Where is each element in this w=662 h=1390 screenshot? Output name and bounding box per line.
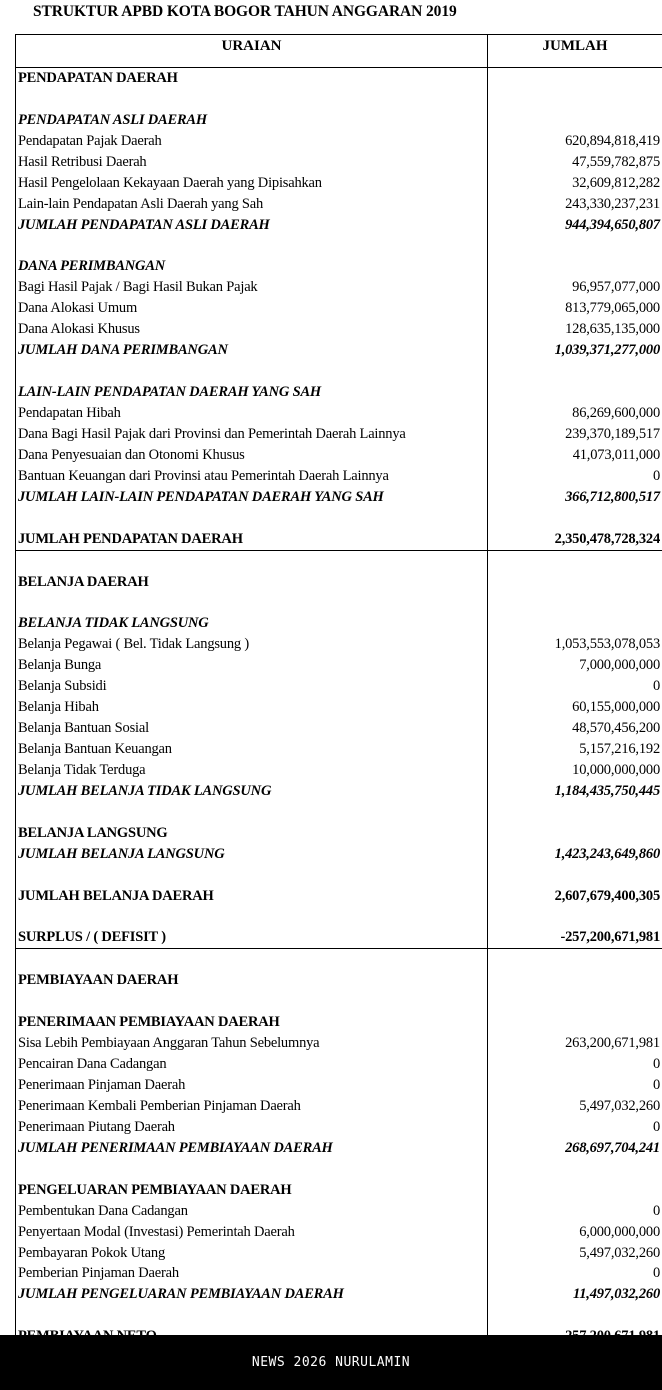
row-label: PENDAPATAN DAERAH	[16, 68, 488, 89]
table-row	[16, 1096, 662, 1117]
row-value: 0	[652, 1265, 660, 1282]
row-label: Dana Bagi Hasil Pajak dari Provinsi dan Pemerintah Daerah Lainnya	[16, 424, 488, 445]
row-label: PENERIMAAN PEMBIAYAAN DAERAH	[16, 1012, 488, 1033]
table-section	[16, 551, 662, 950]
table-spacer-row	[16, 89, 662, 110]
row-value: 243,330,237,231	[565, 195, 660, 212]
row-value: 2,350,478,728,324	[554, 530, 660, 547]
table-header	[16, 35, 662, 68]
row-value	[488, 236, 662, 257]
row-label	[16, 236, 488, 257]
document-title: STRUKTUR APBD KOTA BOGOR TAHUN ANGGARAN 2019	[33, 3, 457, 20]
row-label: Pembentukan Dana Cadangan	[16, 1201, 488, 1222]
row-value: 0	[652, 467, 660, 484]
table-row	[16, 1284, 662, 1305]
table-spacer-row	[16, 802, 662, 823]
row-value	[488, 572, 662, 593]
row-label: JUMLAH PENGELUARAN PEMBIAYAAN DAERAH	[16, 1284, 488, 1305]
row-label: PEMBIAYAAN DAERAH	[16, 970, 488, 991]
row-label	[16, 865, 488, 886]
row-label: Hasil Pengelolaan Kekayaan Daerah yang Dipisahkan	[16, 173, 488, 194]
table-row	[16, 340, 662, 361]
row-value	[488, 1012, 662, 1033]
table-spacer-row	[16, 551, 662, 572]
row-label	[16, 991, 488, 1012]
table-spacer-row	[16, 592, 662, 613]
row-value	[488, 110, 662, 131]
row-value	[488, 907, 662, 928]
table-row	[16, 1138, 662, 1159]
table-section	[16, 949, 662, 1348]
row-value	[488, 508, 662, 529]
table-row	[16, 1201, 662, 1222]
row-label: JUMLAH DANA PERIMBANGAN	[16, 340, 488, 361]
table-row	[16, 215, 662, 236]
row-label	[16, 592, 488, 613]
table-row	[16, 1243, 662, 1264]
table-row	[16, 886, 662, 907]
row-value: 41,073,011,000	[572, 446, 660, 463]
row-value: 5,497,032,260	[579, 1097, 660, 1114]
row-value: 0	[652, 1202, 660, 1219]
row-label: Belanja Hibah	[16, 697, 488, 718]
table-row	[16, 613, 662, 634]
row-label: Hasil Retribusi Daerah	[16, 152, 488, 173]
row-label: Belanja Bantuan Keuangan	[16, 739, 488, 760]
table-row	[16, 634, 662, 655]
row-value	[488, 1180, 662, 1201]
row-label: Lain-lain Pendapatan Asli Daerah yang Sah	[16, 194, 488, 215]
row-value: 86,269,600,000	[572, 405, 660, 421]
table-row	[16, 173, 662, 194]
row-value: 263,200,671,981	[565, 1035, 660, 1052]
row-label	[16, 907, 488, 928]
table-row	[16, 529, 662, 550]
row-value	[488, 970, 662, 991]
row-value	[488, 382, 662, 403]
table-row	[16, 277, 662, 298]
row-value: 1,053,553,078,053	[554, 636, 660, 653]
row-value: -257,200,671,981	[560, 929, 660, 946]
row-label	[16, 949, 488, 970]
table-row	[16, 319, 662, 340]
row-value: 239,370,189,517	[565, 425, 660, 442]
table-spacer-row	[16, 1305, 662, 1326]
row-label: DANA PERIMBANGAN	[16, 256, 488, 277]
row-label: JUMLAH BELANJA LANGSUNG	[16, 844, 488, 865]
row-value: 0	[652, 678, 660, 695]
table-row	[16, 403, 662, 424]
row-value: 620,894,818,419	[565, 132, 660, 149]
row-label	[16, 361, 488, 382]
table-row	[16, 466, 662, 487]
table-row	[16, 760, 662, 781]
table-row	[16, 1222, 662, 1243]
row-label: JUMLAH LAIN-LAIN PENDAPATAN DAERAH YANG SAH	[16, 487, 488, 508]
table-row	[16, 739, 662, 760]
table-row	[16, 844, 662, 865]
row-label: Dana Penyesuaian dan Otonomi Khusus	[16, 445, 488, 466]
table-row	[16, 68, 662, 89]
row-value: 1,184,435,750,445	[554, 782, 660, 799]
table-row	[16, 131, 662, 152]
row-label: Penerimaan Piutang Daerah	[16, 1117, 488, 1138]
table-spacer-row	[16, 907, 662, 928]
table-row	[16, 1012, 662, 1033]
table-row	[16, 1054, 662, 1075]
table-row	[16, 655, 662, 676]
row-label: PENGELUARAN PEMBIAYAAN DAERAH	[16, 1180, 488, 1201]
row-value: 268,697,704,241	[565, 1139, 660, 1156]
table-row	[16, 1033, 662, 1054]
row-value	[488, 361, 662, 382]
row-value	[488, 1159, 662, 1180]
table-body	[16, 68, 662, 1348]
row-label: Pemberian Pinjaman Daerah	[16, 1263, 488, 1284]
row-value: 11,497,032,260	[572, 1286, 660, 1303]
table-row	[16, 424, 662, 445]
row-label: Penerimaan Kembali Pemberian Pinjaman Daerah	[16, 1096, 488, 1117]
table-spacer-row	[16, 236, 662, 257]
row-value	[488, 949, 662, 970]
row-label	[16, 551, 488, 572]
row-label: BELANJA DAERAH	[16, 572, 488, 593]
row-value: 366,712,800,517	[565, 488, 660, 505]
row-value: 7,000,000,000	[579, 657, 660, 674]
row-label: LAIN-LAIN PENDAPATAN DAERAH YANG SAH	[16, 382, 488, 403]
row-label	[16, 508, 488, 529]
row-value: 1,423,243,649,860	[554, 845, 660, 862]
table-row	[16, 823, 662, 844]
row-label: Sisa Lebih Pembiayaan Anggaran Tahun Sebelumnya	[16, 1033, 488, 1054]
row-value: 0	[652, 1077, 660, 1093]
table-row	[16, 194, 662, 215]
table-row	[16, 781, 662, 802]
row-value	[488, 865, 662, 886]
row-label: PENDAPATAN ASLI DAERAH	[16, 110, 488, 131]
row-label: BELANJA TIDAK LANGSUNG	[16, 613, 488, 634]
row-value: 128,635,135,000	[565, 321, 660, 338]
table-spacer-row	[16, 991, 662, 1012]
table-row	[16, 152, 662, 173]
row-label: JUMLAH PENERIMAAN PEMBIAYAAN DAERAH	[16, 1138, 488, 1159]
row-value: 5,497,032,260	[579, 1244, 660, 1261]
row-value: 48,570,456,200	[572, 720, 660, 737]
row-label: BELANJA LANGSUNG	[16, 823, 488, 844]
footer-banner: NEWS 2026 NURULAMIN	[0, 1335, 662, 1390]
apbd-table	[15, 34, 662, 1348]
table-spacer-row	[16, 361, 662, 382]
table-row	[16, 697, 662, 718]
table-row	[16, 298, 662, 319]
table-section	[16, 68, 662, 551]
row-value	[488, 68, 662, 89]
row-label: Belanja Subsidi	[16, 676, 488, 697]
row-value: 32,609,812,282	[572, 174, 660, 191]
row-label: Pendapatan Pajak Daerah	[16, 131, 488, 152]
table-row	[16, 445, 662, 466]
table-row	[16, 927, 662, 948]
row-label: SURPLUS / ( DEFISIT )	[16, 927, 488, 948]
table-row	[16, 382, 662, 403]
row-value: 47,559,782,875	[572, 153, 660, 170]
row-value	[488, 802, 662, 823]
row-value: 944,394,650,807	[565, 216, 660, 233]
table-row	[16, 256, 662, 277]
table-spacer-row	[16, 865, 662, 886]
table-row	[16, 718, 662, 739]
row-label: Belanja Pegawai ( Bel. Tidak Langsung )	[16, 634, 488, 655]
row-value: 6,000,000,000	[579, 1223, 660, 1240]
row-label: Dana Alokasi Umum	[16, 298, 488, 319]
row-value: 0	[652, 1056, 660, 1073]
table-row	[16, 110, 662, 131]
row-value: 0	[652, 1118, 660, 1135]
row-label: Belanja Bunga	[16, 655, 488, 676]
row-label	[16, 1305, 488, 1326]
row-label: Belanja Bantuan Sosial	[16, 718, 488, 739]
row-label: JUMLAH BELANJA TIDAK LANGSUNG	[16, 781, 488, 802]
row-value: 60,155,000,000	[572, 699, 660, 716]
row-value	[488, 823, 662, 844]
row-value	[488, 89, 662, 110]
row-label: JUMLAH BELANJA DAERAH	[16, 886, 488, 907]
row-value	[488, 1305, 662, 1326]
row-value: 5,157,216,192	[579, 741, 660, 757]
table-row	[16, 1117, 662, 1138]
row-label: Penyertaan Modal (Investasi) Pemerintah Daerah	[16, 1222, 488, 1243]
row-label: Bantuan Keuangan dari Provinsi atau Pemerintah Daerah Lainnya	[16, 466, 488, 487]
table-row	[16, 676, 662, 697]
row-label: Pendapatan Hibah	[16, 403, 488, 424]
table-row	[16, 970, 662, 991]
row-value: 2,607,679,400,305	[554, 887, 660, 904]
table-spacer-row	[16, 508, 662, 529]
table-spacer-row	[16, 1159, 662, 1180]
row-label: Penerimaan Pinjaman Daerah	[16, 1075, 488, 1096]
header-uraian: URAIAN	[16, 35, 488, 67]
row-value: 813,779,065,000	[565, 300, 660, 317]
table-row	[16, 1263, 662, 1284]
row-label: Belanja Tidak Terduga	[16, 760, 488, 781]
row-label: JUMLAH PENDAPATAN ASLI DAERAH	[16, 215, 488, 236]
row-value	[488, 991, 662, 1012]
row-label	[16, 802, 488, 823]
row-label	[16, 1159, 488, 1180]
row-label	[16, 89, 488, 110]
row-label: Pencairan Dana Cadangan	[16, 1054, 488, 1075]
row-label: Bagi Hasil Pajak / Bagi Hasil Bukan Pajak	[16, 277, 488, 298]
row-value	[488, 613, 662, 634]
table-spacer-row	[16, 949, 662, 970]
row-value: 10,000,000,000	[572, 761, 660, 778]
row-value	[488, 256, 662, 277]
row-value	[488, 592, 662, 613]
table-row	[16, 1180, 662, 1201]
row-value: 96,957,077,000	[572, 279, 660, 296]
row-label: JUMLAH PENDAPATAN DAERAH	[16, 529, 488, 550]
table-row	[16, 487, 662, 508]
row-value	[488, 551, 662, 572]
table-row	[16, 1075, 662, 1096]
row-label: Pembayaran Pokok Utang	[16, 1243, 488, 1264]
row-value: 1,039,371,277,000	[554, 342, 660, 359]
header-jumlah: JUMLAH	[542, 38, 608, 54]
table-row	[16, 572, 662, 593]
row-label: Dana Alokasi Khusus	[16, 319, 488, 340]
